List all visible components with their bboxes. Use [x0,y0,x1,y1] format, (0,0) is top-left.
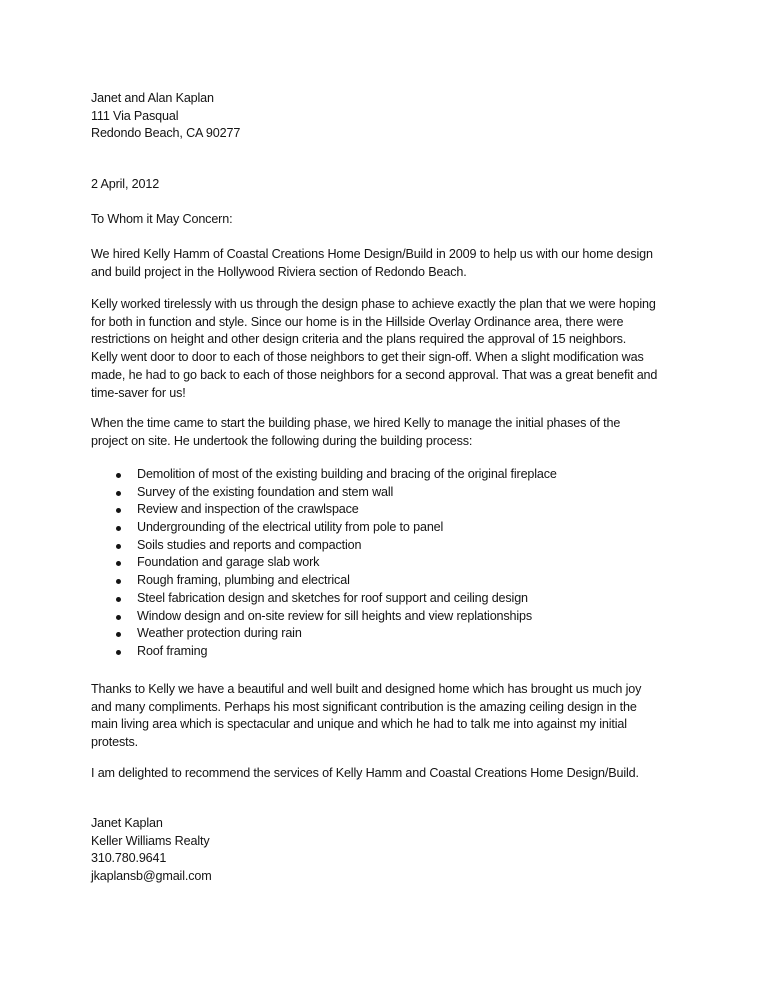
task-item [91,643,557,661]
letter-date [91,176,701,194]
bullet-icon [116,526,121,531]
task-text: Weather protection during rain [137,626,302,641]
signature-block [91,815,701,886]
paragraph-line: We hired Kelly Hamm of Coastal Creations Home Design/Build in 2009 to help us with our home design [91,247,653,261]
bullet-icon [116,579,121,584]
paragraph-line: made, he had to go back to each of those neighbors for a second approval. That was a great benefit and [91,367,658,382]
signature-phone: 310.780.9641 [91,851,167,866]
paragraph-line: protests. [91,735,138,750]
paragraph-intro [91,246,701,281]
salutation-text: To Whom it May Concern: [91,212,233,226]
task-text: Review and inspection of the crawlspace [137,502,359,517]
task-text: Roof framing [137,643,208,658]
task-text: Demolition of most of the existing building and bracing of the original fireplace [137,467,557,481]
paragraph-line: restrictions on height and other design criteria and the plans required the approval of 15 neighbors. [91,332,627,347]
paragraph-line: main living area which is spectacular and unique and which he had to talk me into against my initial [91,717,627,732]
bullet-icon [116,632,121,637]
paragraph-line: I am delighted to recommend the services of Kelly Hamm and Coastal Creations Home Design/Build. [91,766,639,780]
task-text: Window design and on-site review for sill heights and view replationships [137,608,533,623]
paragraph-line: and many compliments. Perhaps his most significant contribution is the amazing ceiling design in the [91,699,637,714]
sender-address [91,90,701,143]
sender-name: Janet and Alan Kaplan [91,91,214,105]
task-item [91,537,557,555]
task-item [91,608,557,626]
task-text: Foundation and garage slab work [137,555,320,570]
task-item [91,572,557,590]
task-item [91,484,557,502]
task-item [91,466,557,484]
sender-city: Redondo Beach, CA 90277 [91,126,241,141]
paragraph-line: Kelly worked tirelessly with us through the design phase to achieve exactly the plan that we were hoping [91,297,656,311]
paragraph-building-phase [91,415,701,450]
bullet-icon [116,650,121,655]
task-item [91,554,557,572]
bullet-icon [116,544,121,549]
paragraph-design-phase [91,296,701,402]
task-item [91,625,557,643]
task-text: Soils studies and reports and compaction [137,537,362,552]
task-item [91,519,557,537]
bullet-icon [116,491,121,496]
date-text: 2 April, 2012 [91,177,160,191]
paragraph-line: and build project in the Hollywood Riviera section of Redondo Beach. [91,264,467,279]
task-item [91,590,557,608]
signature-email: jkaplansb@gmail.com [91,869,212,884]
task-text: Steel fabrication design and sketches for roof support and ceiling design [137,590,528,605]
bullet-icon [116,597,121,602]
paragraph-thanks [91,681,701,752]
paragraph-line: When the time came to start the building phase, we hired Kelly to manage the initial phases of the [91,416,621,430]
task-text: Survey of the existing foundation and stem wall [137,484,394,499]
task-item [91,501,557,519]
paragraph-line: Thanks to Kelly we have a beautiful and well built and designed home which has brought us much joy [91,682,642,696]
task-text: Undergrounding of the electrical utility from pole to panel [137,520,444,535]
paragraph-recommendation [91,765,701,783]
sender-street: 111 Via Pasqual [91,108,179,123]
paragraph-line: project on site. He undertook the following during the building process: [91,433,473,448]
signature-name: Janet Kaplan [91,816,163,830]
paragraph-line: time-saver for us! [91,385,186,400]
bullet-icon [116,615,121,620]
bullet-icon [116,561,121,566]
signature-company: Keller Williams Realty [91,833,210,848]
salutation [91,211,701,229]
bullet-icon [116,508,121,513]
task-text: Rough framing, plumbing and electrical [137,573,350,588]
task-list [91,466,557,661]
paragraph-line: for both in function and style. Since our home is in the Hillside Overlay Ordinance area, there were [91,314,624,329]
paragraph-line: Kelly went door to door to each of those neighbors to get their sign-off. When a slight modification was [91,350,644,365]
bullet-icon [116,473,121,478]
